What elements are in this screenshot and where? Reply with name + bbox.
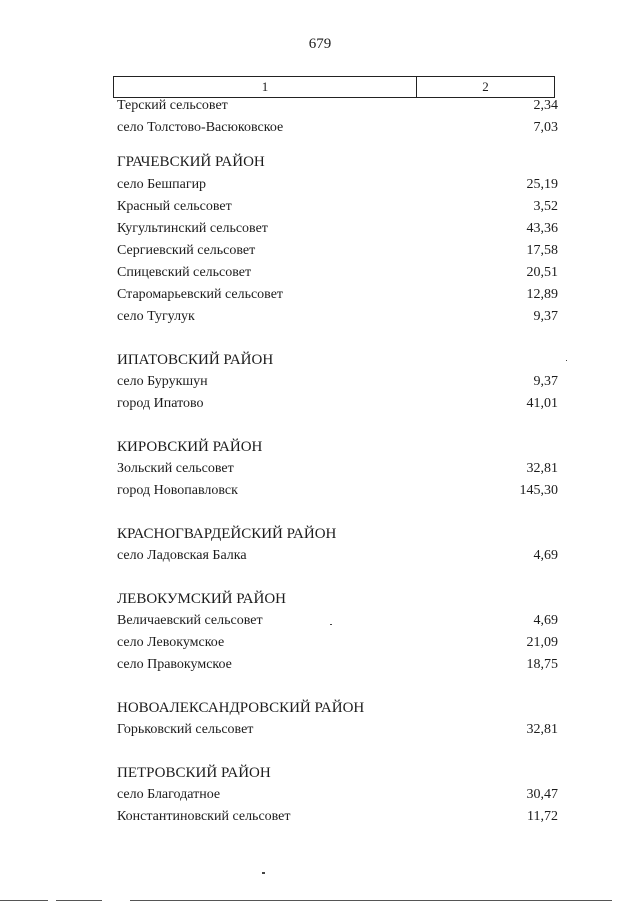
settlement-name: село Бешпагир — [117, 177, 207, 192]
district-heading: ПЕТРОВСКИЙ РАЙОН — [117, 765, 271, 781]
table-row — [117, 96, 558, 116]
settlement-value: 30,47 — [526, 787, 558, 802]
table-row — [117, 633, 558, 653]
settlement-name: село Левокумское — [117, 635, 225, 650]
district-heading: КРАСНОГВАРДЕЙСКИЙ РАЙОН — [117, 526, 337, 542]
settlement-name: Величаевский сельсовет — [117, 613, 263, 628]
settlement-name: Красный сельсовет — [117, 199, 232, 214]
table-row — [117, 219, 558, 239]
settlement-value: 11,72 — [527, 809, 558, 824]
settlement-value: 9,37 — [533, 309, 558, 324]
column-header-2: 2 — [482, 79, 489, 94]
table-row — [117, 285, 558, 305]
settlement-name: Сергиевский сельсовет — [117, 243, 256, 258]
settlement-name: Константиновский сельсовет — [117, 809, 291, 824]
settlement-value: 17,58 — [526, 243, 558, 258]
table-row — [117, 720, 558, 740]
settlement-name: город Новопавловск — [117, 483, 238, 498]
settlement-name: Терский сельсовет — [117, 98, 228, 113]
scan-speck — [330, 624, 332, 625]
table-row — [117, 307, 558, 327]
settlement-value: 25,19 — [526, 177, 558, 192]
settlement-name: Старомарьевский сельсовет — [117, 287, 284, 302]
settlement-name: Зольский сельсовет — [117, 461, 234, 476]
table-header — [113, 76, 555, 98]
settlement-value: 4,69 — [533, 613, 558, 628]
page-number: 679 — [308, 36, 332, 52]
settlement-value: 21,09 — [526, 635, 558, 650]
settlement-name: село Толстово-Васюковское — [117, 120, 284, 135]
settlement-value: 12,89 — [526, 287, 558, 302]
settlement-name: село Бурукшун — [117, 374, 208, 389]
table-row — [117, 394, 558, 414]
district-heading: НОВОАЛЕКСАНДРОВСКИЙ РАЙОН — [117, 700, 365, 716]
table-row — [117, 481, 558, 501]
scan-speck — [262, 872, 265, 874]
settlement-name: Спицевский сельсовет — [117, 265, 252, 280]
scan-speck — [566, 360, 567, 361]
settlement-value: 9,37 — [533, 374, 558, 389]
table-row — [117, 807, 558, 827]
settlement-name: село Тугулук — [117, 309, 195, 324]
settlement-name: село Благодатное — [117, 787, 221, 802]
settlement-value: 18,75 — [526, 657, 558, 672]
table-row — [117, 118, 558, 138]
settlement-value: 7,03 — [533, 120, 558, 135]
column-header-1: 1 — [114, 77, 417, 97]
district-heading: ИПАТОВСКИЙ РАЙОН — [117, 352, 274, 368]
settlement-name: село Правокумское — [117, 657, 232, 672]
bottom-rule — [130, 900, 612, 901]
table-row — [117, 372, 558, 392]
settlement-value: 32,81 — [526, 461, 558, 476]
settlement-value: 4,69 — [533, 548, 558, 563]
settlement-name: город Ипатово — [117, 396, 204, 411]
table-row — [117, 197, 558, 217]
table-row — [117, 611, 558, 631]
table-row — [117, 546, 558, 566]
table-row — [117, 263, 558, 283]
settlement-value: 2,34 — [533, 98, 558, 113]
settlement-name: село Ладовская Балка — [117, 548, 247, 563]
settlement-value: 145,30 — [519, 483, 558, 498]
bottom-rule — [0, 900, 48, 901]
district-heading: ГРАЧЕВСКИЙ РАЙОН — [117, 154, 265, 170]
settlement-value: 43,36 — [526, 221, 558, 236]
settlement-name: Кугультинский сельсовет — [117, 221, 268, 236]
settlement-value: 3,52 — [533, 199, 558, 214]
district-heading: ЛЕВОКУМСКИЙ РАЙОН — [117, 591, 287, 607]
settlement-value: 32,81 — [526, 722, 558, 737]
bottom-rule — [56, 900, 102, 901]
settlement-value: 41,01 — [526, 396, 558, 411]
table-row — [117, 655, 558, 675]
table-row — [117, 459, 558, 479]
table-row — [117, 241, 558, 261]
settlement-name: Горьковский сельсовет — [117, 722, 254, 737]
table-row — [117, 785, 558, 805]
district-heading: КИРОВСКИЙ РАЙОН — [117, 439, 263, 455]
settlement-value: 20,51 — [526, 265, 558, 280]
table-row — [117, 175, 558, 195]
